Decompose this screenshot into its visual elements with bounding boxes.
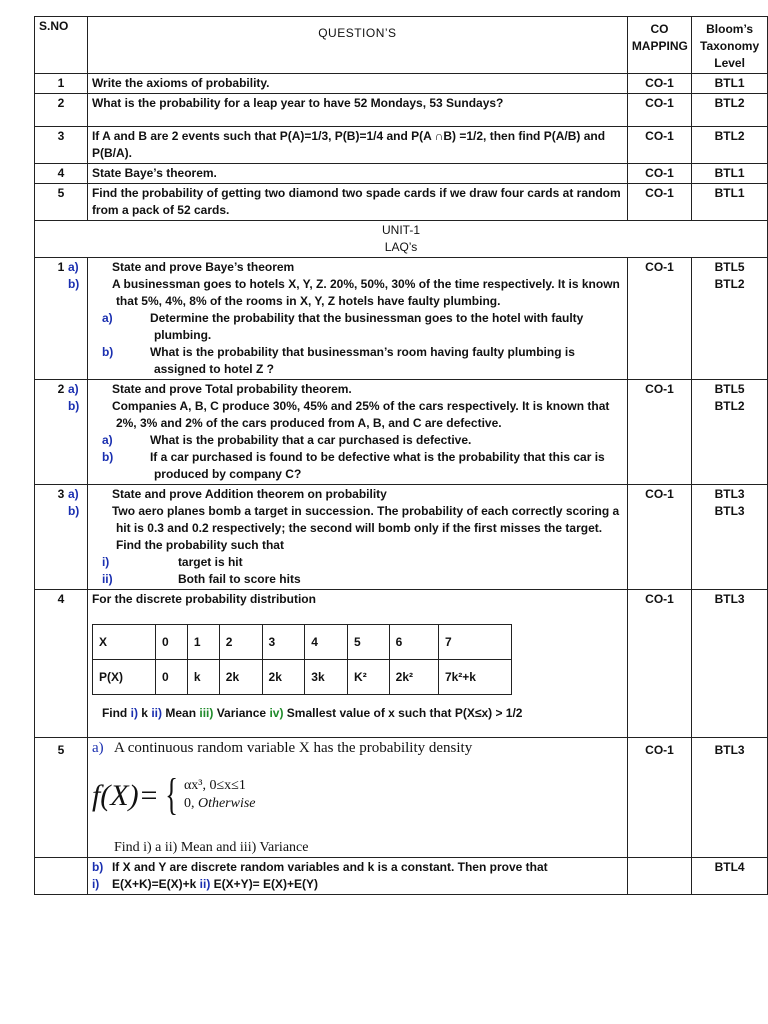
part-b — [67, 503, 623, 554]
part-text: State and prove Baye’s theorem — [111, 260, 295, 274]
question-number: 2 — [35, 94, 88, 127]
find-instructions — [92, 705, 623, 736]
part-label: b) — [67, 399, 80, 413]
question-sheet — [34, 16, 768, 895]
taxonomy-header-line: Taxonomy — [700, 39, 760, 53]
btl-value: BTL1 — [692, 184, 768, 221]
question-number: 3 — [35, 485, 88, 590]
mapping-header-line: MAPPING — [631, 39, 688, 53]
page-title: QUESTION’S — [87, 17, 627, 74]
btl-value — [692, 380, 768, 485]
sno-header: S.NO — [35, 17, 88, 74]
header-row — [35, 17, 768, 74]
btl-a: BTL5 — [714, 382, 745, 396]
co-value: CO-1 — [627, 74, 691, 94]
question-text: Find the probability of getting two diamond two spade cards if we draw four cards at random from a pack of 52 cards. — [87, 184, 627, 221]
find-i-text: k — [141, 706, 148, 720]
question-text: State Baye’s theorem. — [87, 164, 627, 184]
laq-row — [35, 590, 768, 738]
blooms-header — [692, 17, 768, 74]
part-text: If X and Y are discrete random variables and k is a constant. Then prove that — [111, 860, 548, 874]
btl-value: BTL1 — [692, 164, 768, 184]
part-a — [67, 259, 623, 276]
subpart-b — [92, 449, 623, 483]
formula-case-2-word: Otherwise — [197, 796, 256, 811]
question-text — [67, 380, 627, 485]
subpart-text: If a car purchased is found to be defective what is the probability that this car is produced by company C? — [149, 450, 605, 481]
table-row — [35, 74, 768, 94]
part-b — [67, 398, 623, 432]
question-text: Write the axioms of probability. — [87, 74, 627, 94]
subpart-label: a) — [101, 433, 113, 447]
btl-value: BTL4 — [692, 858, 768, 895]
part-b — [92, 859, 623, 876]
subpart-a — [92, 432, 623, 449]
x-cell: 3 — [262, 625, 305, 660]
part-label: a) — [67, 260, 79, 274]
co-mapping-header — [627, 17, 691, 74]
unit-heading — [35, 221, 768, 258]
subpart-label: b) — [101, 345, 114, 359]
find-label: Find — [101, 706, 128, 720]
part-label: b) — [91, 860, 104, 874]
btl-a: BTL3 — [714, 487, 745, 501]
btl-value: BTL3 — [692, 738, 768, 858]
part-a — [67, 486, 623, 503]
find-i-label: i) — [130, 706, 138, 720]
p-cell: 2k — [219, 660, 262, 695]
p-cell: 2k² — [389, 660, 438, 695]
part-label: a) — [67, 382, 79, 396]
item-ii-label: ii) — [199, 877, 211, 891]
part-label: b) — [67, 504, 80, 518]
laq-row — [35, 258, 768, 380]
find-iii-label: iii) — [199, 706, 214, 720]
part-label: b) — [67, 277, 80, 291]
x-cell: 6 — [389, 625, 438, 660]
btl-value: BTL2 — [692, 94, 768, 127]
laq-row — [35, 738, 768, 858]
btl-a: BTL5 — [714, 260, 745, 274]
btl-value — [692, 485, 768, 590]
density-formula — [91, 770, 623, 819]
formula-cases — [184, 777, 256, 813]
find-iv-text: Smallest value of x such that P(X≤x) > 1/2 — [286, 706, 523, 720]
table-row — [35, 127, 768, 164]
question-number: 2 — [35, 380, 88, 485]
formula-case-1: αx³, 0≤x≤1 — [183, 778, 246, 793]
part-label: a) — [67, 487, 79, 501]
laq-row — [35, 380, 768, 485]
laq-title: LAQ’s — [384, 240, 418, 254]
table-row — [35, 184, 768, 221]
blooms-header-line: Bloom’s — [706, 22, 754, 36]
part-b — [67, 276, 623, 310]
item-i-label: i) — [91, 877, 100, 891]
distribution-table — [92, 624, 512, 695]
part-text: A businessman goes to hotels X, Y, Z. 20%, 50%, 30% of the time respectively. It is known that 5%, 4%, 8% of the rooms in X, Y, Z hotels have faulty plumbing. — [111, 277, 620, 308]
x-cell: 2 — [219, 625, 262, 660]
co-value: CO-1 — [627, 258, 691, 380]
question-number: 1 — [35, 258, 88, 380]
x-header-cell: X — [92, 625, 155, 660]
x-cell: 1 — [187, 625, 219, 660]
p-cell: 3k — [305, 660, 348, 695]
table-row — [35, 94, 768, 127]
p-cell: 0 — [155, 660, 187, 695]
p-cell: K² — [348, 660, 390, 695]
question-number: 3 — [35, 127, 88, 164]
subpart-label: a) — [101, 311, 113, 325]
co-value: CO-1 — [627, 590, 691, 738]
questions-table — [34, 16, 768, 895]
p-header-cell: P(X) — [92, 660, 155, 695]
btl-value — [692, 258, 768, 380]
question-text — [67, 485, 627, 590]
btl-b: BTL2 — [714, 399, 745, 413]
p-cell: k — [187, 660, 219, 695]
co-header-line: CO — [650, 22, 669, 36]
btl-value: BTL1 — [692, 74, 768, 94]
subpart-a — [92, 310, 623, 344]
find-iv-label: iv) — [269, 706, 284, 720]
part-text: A continuous random variable X has the probability density — [113, 740, 473, 756]
co-value: CO-1 — [627, 127, 691, 164]
co-value: CO-1 — [627, 485, 691, 590]
part-b-items — [92, 876, 623, 893]
subpart-label: i) — [101, 555, 110, 569]
x-cell: 5 — [348, 625, 390, 660]
question-text — [87, 590, 627, 738]
question-number: 5 — [35, 738, 88, 858]
question-number: 5 — [35, 184, 88, 221]
table-row — [35, 164, 768, 184]
btl-b: BTL2 — [714, 277, 745, 291]
btl-value: BTL2 — [692, 127, 768, 164]
find-ii-text: Mean — [165, 706, 197, 720]
subpart-text: What is the probability that businessman’s room having faulty plumbing is assigned to hotel Z ? — [149, 345, 575, 376]
subpart-label: b) — [101, 450, 114, 464]
part-label: a) — [91, 740, 104, 756]
co-value: CO-1 — [627, 380, 691, 485]
question-number: 4 — [35, 590, 88, 738]
btl-value: BTL3 — [692, 590, 768, 738]
subpart-i — [92, 554, 623, 571]
co-value: CO-1 — [627, 738, 691, 858]
subpart-label: ii) — [101, 572, 113, 586]
part-text: State and prove Total probability theorem. — [111, 382, 352, 396]
question-text: If A and B are 2 events such that P(A)=1/3, P(B)=1/4 and P(A ∩B) =1/2, then find P(A/B) and P(B/A). — [87, 127, 627, 164]
question-text: What is the probability for a leap year to have 52 Mondays, 53 Sundays? — [87, 94, 627, 127]
left-brace-icon: { — [165, 770, 178, 819]
question-text — [67, 258, 627, 380]
co-value-blank — [627, 858, 691, 895]
subpart-text: What is the probability that a car purchased is defective. — [149, 433, 472, 447]
co-value: CO-1 — [627, 94, 691, 127]
distribution-x-row — [92, 625, 511, 660]
co-value: CO-1 — [627, 184, 691, 221]
formula-case-2 — [184, 795, 256, 813]
find-ii-label: ii) — [151, 706, 162, 720]
level-header-line: Level — [714, 56, 745, 70]
subpart-text: target is hit — [177, 555, 243, 569]
x-cell: 0 — [155, 625, 187, 660]
subpart-ii — [92, 571, 623, 588]
part-a — [92, 740, 623, 757]
item-ii-text: E(X+Y)= E(X)+E(Y) — [213, 877, 319, 891]
find-iii-text: Variance — [216, 706, 267, 720]
question-text — [87, 738, 627, 858]
co-value: CO-1 — [627, 164, 691, 184]
question-number-blank — [35, 858, 88, 895]
find-instructions: Find i) a ii) Mean and iii) Variance — [113, 840, 309, 855]
x-cell: 7 — [438, 625, 511, 660]
formula-lhs: f(X)= — [91, 778, 159, 812]
question-stem: For the discrete probability distribution — [91, 592, 316, 606]
distribution-p-row — [92, 660, 511, 695]
unit-heading-row — [35, 221, 768, 258]
laq-row-continued — [35, 858, 768, 895]
subpart-text: Both fail to score hits — [177, 572, 301, 586]
p-cell: 7k²+k — [438, 660, 511, 695]
part-text: Companies A, B, C produce 30%, 45% and 25% of the cars respectively. It is known that 2%, 3% and 2% of the cars produced from A, B, and C are defective. — [111, 399, 610, 430]
question-number: 1 — [35, 74, 88, 94]
part-text: State and prove Addition theorem on probability — [111, 487, 387, 501]
formula-case-2-value: 0, — [183, 796, 195, 811]
item-i-text: E(X+K)=E(X)+k — [111, 877, 197, 891]
part-a — [67, 381, 623, 398]
laq-row — [35, 485, 768, 590]
subpart-text: Determine the probability that the businessman goes to the hotel with faulty plumbing. — [149, 311, 584, 342]
unit-title: UNIT-1 — [381, 223, 420, 237]
btl-b: BTL3 — [714, 504, 745, 518]
p-cell: 2k — [262, 660, 305, 695]
subpart-b — [92, 344, 623, 378]
part-text: Two aero planes bomb a target in succession. The probability of each correctly scoring a hit is 0.3 and 0.2 respectively; the second will bomb only if the first misses the target. Find the probability such that — [111, 504, 620, 552]
question-number: 4 — [35, 164, 88, 184]
x-cell: 4 — [305, 625, 348, 660]
question-text — [87, 858, 627, 895]
